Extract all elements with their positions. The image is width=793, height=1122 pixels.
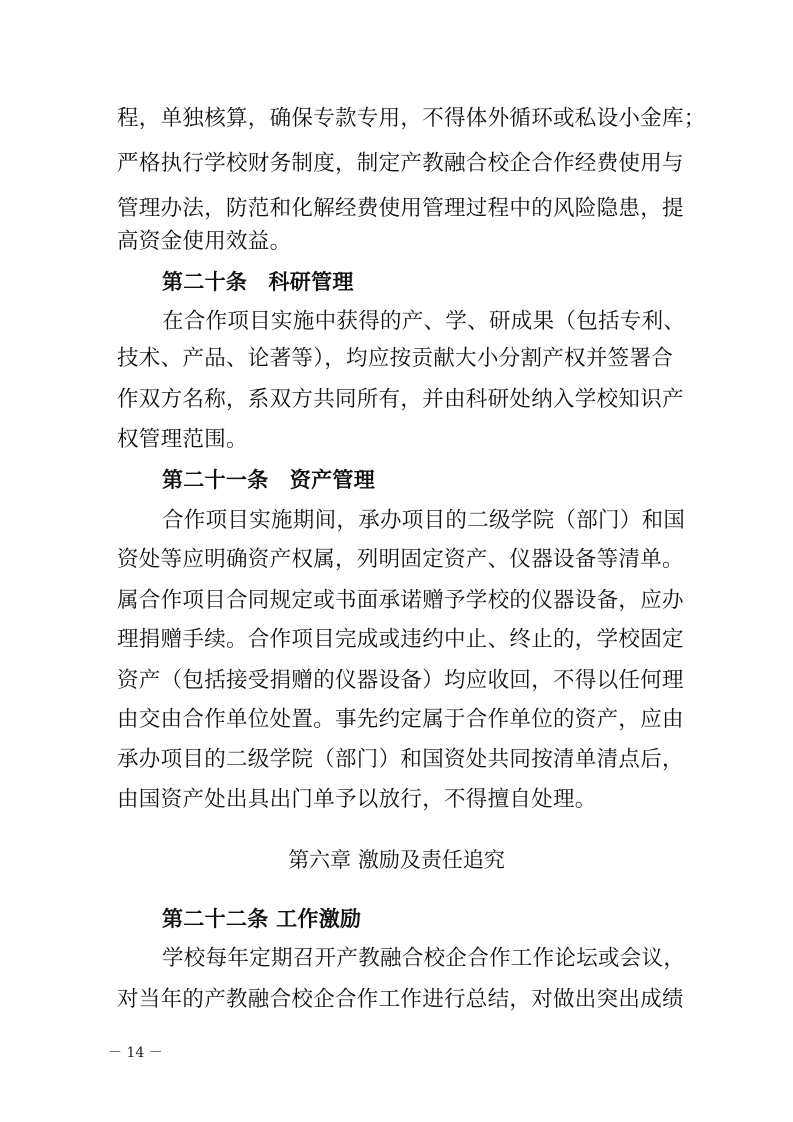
body-text-line: 技术、产品、论著等），均应按贡献大小分割产权并签署合 — [117, 346, 674, 371]
body-text-line: 严格执行学校财务制度，制定产教融合校企合作经费使用与 — [117, 151, 684, 176]
body-text-line: 理捐赠手续。合作项目完成或违约中止、终止的，学校固定 — [117, 627, 684, 652]
body-text-line: 资处等应明确资产权属，列明固定资产、仪器设备等清单。 — [117, 547, 684, 572]
article-heading: 第二十条 科研管理 — [162, 270, 354, 294]
chapter-title: 第六章 激励及责任追究 — [288, 848, 505, 872]
body-text-line: 由国资产处出具出门单予以放行，不得擅自处理。 — [117, 787, 597, 812]
body-text-line: 管理办法，防范和化解经费使用管理过程中的风险隐患，提 — [117, 196, 684, 221]
body-text-line: 高资金使用效益。 — [117, 229, 292, 254]
body-text-line: 承办项目的二级学院（部门）和国资处共同按清单清点后， — [117, 747, 684, 772]
body-text-line: 对当年的产教融合校企合作工作进行总结，对做出突出成绩 — [117, 987, 684, 1012]
body-text-line: 由交由合作单位处置。事先约定属于合作单位的资产，应由 — [117, 707, 684, 732]
body-text-line: 在合作项目实施中获得的产、学、研成果（包括专利、 — [162, 309, 686, 334]
article-heading: 第二十一条 资产管理 — [162, 468, 375, 492]
body-text-line: 合作项目实施期间，承办项目的二级学院（部门）和国 — [162, 508, 686, 533]
body-text-line: 学校每年定期召开产教融合校企合作工作论坛或会议， — [162, 946, 686, 971]
body-text-line: 权管理范围。 — [117, 427, 248, 452]
body-text-line: 属合作项目合同规定或书面承诺赠予学校的仪器设备，应办 — [117, 588, 684, 613]
page-number: － 14 － — [108, 1045, 163, 1061]
body-text-line: 程，单独核算，确保专款专用，不得体外循环或私设小金库； — [117, 106, 706, 131]
body-text-line: 作双方名称，系双方共同所有，并由科研处纳入学校知识产 — [117, 387, 684, 412]
body-text-line: 资产（包括接受捐赠的仪器设备）均应收回，不得以任何理 — [117, 668, 684, 693]
article-heading: 第二十二条 工作激励 — [162, 907, 362, 931]
